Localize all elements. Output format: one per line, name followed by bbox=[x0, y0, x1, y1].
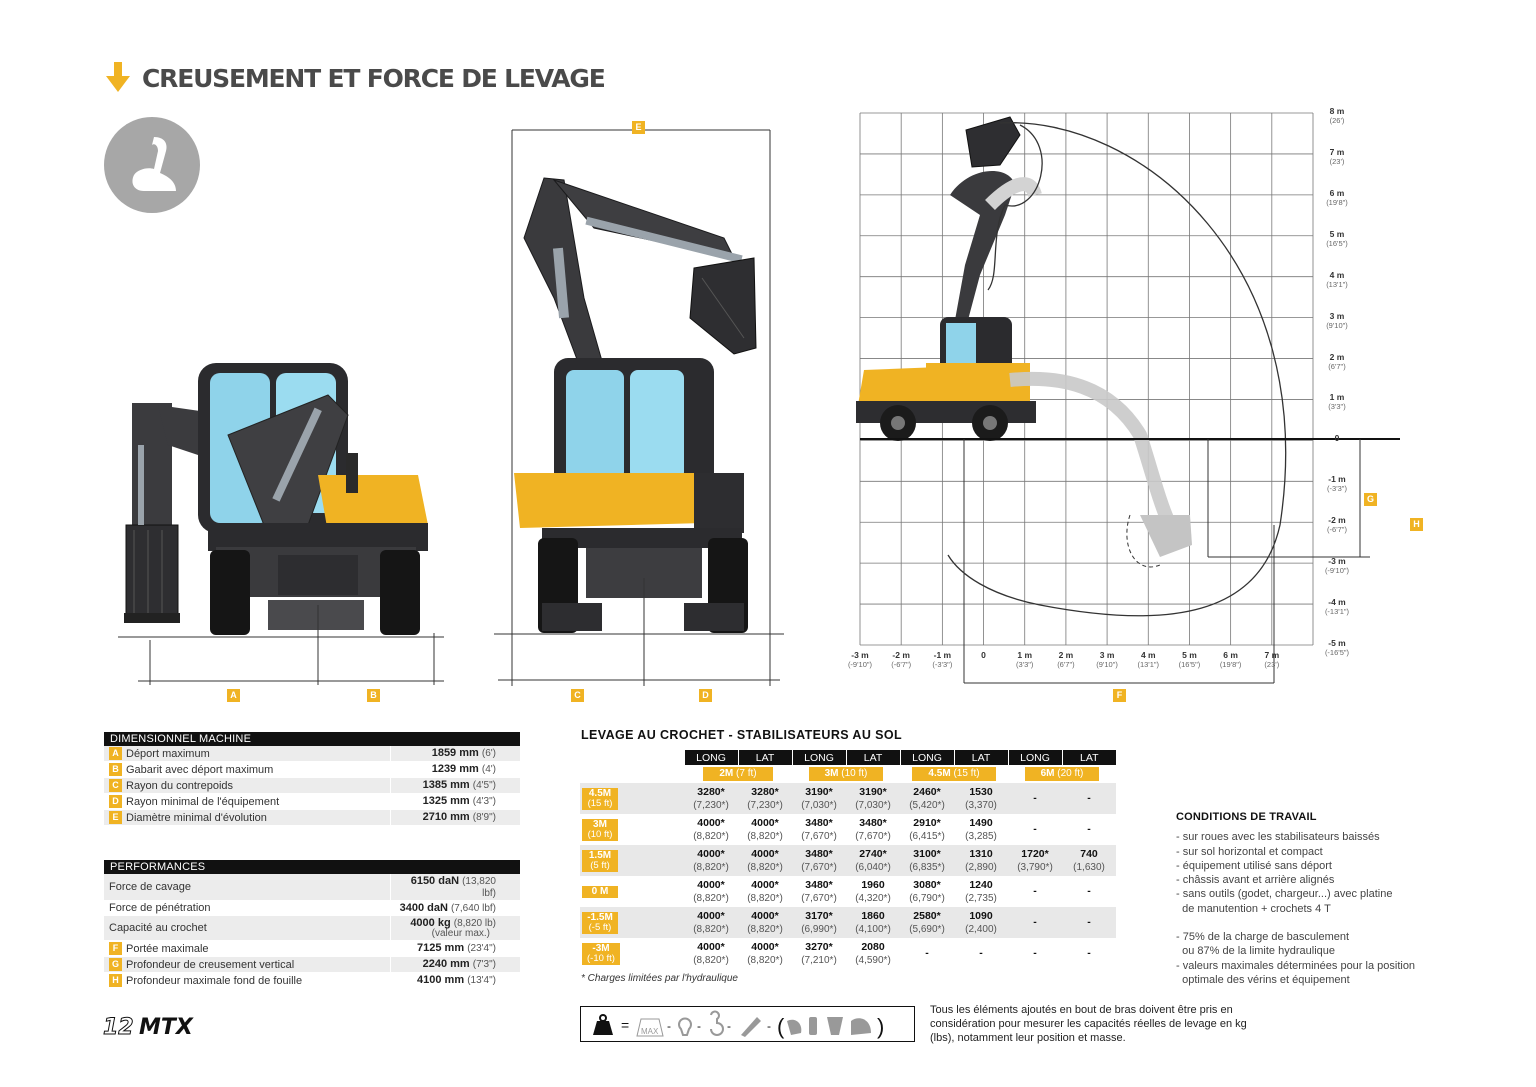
marker-f: F bbox=[1113, 689, 1126, 702]
lift-cell: - bbox=[1008, 876, 1062, 907]
condition-line: - 75% de la charge de basculement bbox=[1176, 931, 1350, 944]
svg-text:-: - bbox=[697, 1019, 701, 1033]
conditions-title: CONDITIONS DE TRAVAIL bbox=[1176, 811, 1317, 823]
dimensionnel-value: 1385 mm (4'5") bbox=[390, 778, 520, 793]
lift-distance: 3M (10 ft) bbox=[792, 765, 900, 783]
x-axis-label: 6 m (19'8") bbox=[1219, 650, 1242, 669]
performances-value: 4100 mm (13'4") bbox=[390, 973, 520, 988]
lift-cell: 4000* (8,820*) bbox=[738, 907, 792, 938]
lift-distance: 6M (20 ft) bbox=[1008, 765, 1116, 783]
lift-cell: 3270* (7,210*) bbox=[792, 938, 846, 969]
lift-cell: 3080* (6,790*) bbox=[900, 876, 954, 907]
y-axis-label: 8 m (26') bbox=[1329, 106, 1345, 125]
marker-a: A bbox=[227, 689, 240, 702]
x-axis-label: 0 bbox=[981, 650, 986, 660]
dimensionnel-row bbox=[104, 762, 520, 778]
lift-cell: - bbox=[1008, 814, 1062, 845]
marker-c: C bbox=[571, 689, 584, 702]
lift-cell: 4000* (8,820*) bbox=[684, 938, 738, 969]
lift-distance: 2M (7 ft) bbox=[684, 765, 792, 783]
performances-row bbox=[104, 916, 520, 941]
lift-cell: 2910* (6,415*) bbox=[900, 814, 954, 845]
condition-line: - châssis avant et arrière alignés bbox=[1176, 874, 1335, 887]
svg-text:-: - bbox=[667, 1019, 671, 1033]
lift-cell: - bbox=[1008, 907, 1062, 938]
lift-height: 0 M bbox=[580, 876, 684, 907]
marker-a: A bbox=[109, 747, 122, 760]
marker-d: D bbox=[699, 689, 712, 702]
conditions-block bbox=[1176, 810, 1476, 987]
lift-cell: - bbox=[1062, 783, 1116, 814]
y-axis-label: 7 m (23') bbox=[1329, 146, 1345, 166]
y-axis-label: 2 m (6'7") bbox=[1328, 351, 1346, 371]
marker-b: B bbox=[367, 689, 380, 702]
svg-text:MTX: MTX bbox=[139, 1015, 193, 1038]
lift-cell: - bbox=[900, 938, 954, 969]
lift-cell: 2460* (5,420*) bbox=[900, 783, 954, 814]
lift-cell: 3480* (7,670*) bbox=[792, 876, 846, 907]
lift-cell: 740 (1,630) bbox=[1062, 845, 1116, 876]
lift-height: 1.5M (5 ft) bbox=[580, 845, 684, 876]
lift-row bbox=[580, 845, 1116, 876]
performances-label: Capacité au crochet bbox=[104, 916, 390, 940]
lift-cell: 1240 (2,735) bbox=[954, 876, 1008, 907]
condition-line: - valeurs maximales déterminées pour la position bbox=[1176, 959, 1416, 972]
y-axis-label: 0 bbox=[1334, 433, 1340, 444]
x-axis-label: 5 m (16'5") bbox=[1178, 650, 1201, 669]
dimensionnel-label: A Déport maximum bbox=[104, 746, 390, 761]
performances-row bbox=[104, 973, 520, 989]
lift-height: 4.5M (15 ft) bbox=[580, 783, 684, 814]
svg-text:): ) bbox=[877, 1014, 885, 1039]
lift-col-header: LONG bbox=[792, 750, 846, 765]
marker-e: E bbox=[109, 811, 122, 824]
performances-value: 4000 kg (8,820 lb) (valeur max.) bbox=[390, 916, 520, 940]
weight-icon bbox=[593, 1015, 613, 1035]
lift-cell: 1860 (4,100*) bbox=[846, 907, 900, 938]
dimensionnel-label: B Gabarit avec déport maximum bbox=[104, 762, 390, 777]
y-axis-label: 5 m (16'5") bbox=[1326, 228, 1348, 248]
performances-label: G Profondeur de creusement vertical bbox=[104, 957, 390, 972]
y-axis-label: -1 m (-3'3") bbox=[1327, 474, 1347, 494]
lift-cell: 4000* (8,820*) bbox=[738, 845, 792, 876]
performances-row bbox=[104, 874, 520, 901]
lift-cell: - bbox=[1062, 938, 1116, 969]
svg-text:12: 12 bbox=[103, 1015, 134, 1038]
performances-label: H Profondeur maximale fond de fouille bbox=[104, 973, 390, 988]
lift-note: * Charges limitées par l'hydraulique bbox=[581, 973, 738, 984]
marker-f: F bbox=[109, 942, 122, 955]
y-axis-label: -5 m (-16'5") bbox=[1324, 638, 1350, 657]
x-axis-label: -2 m (-6'7") bbox=[891, 650, 912, 669]
x-axis-label: 3 m (9'10") bbox=[1096, 650, 1118, 669]
dimensionnel-table bbox=[104, 732, 520, 826]
condition-line: - sur sol horizontal et compact bbox=[1176, 845, 1323, 858]
lift-col-header: LAT bbox=[846, 750, 900, 765]
lift-cell: 1310 (2,890) bbox=[954, 845, 1008, 876]
lift-cell: 3280* (7,230*) bbox=[684, 783, 738, 814]
dimensionnel-label: E Diamètre minimal d'évolution bbox=[104, 810, 390, 825]
marker-h: H bbox=[1410, 518, 1423, 531]
lift-table-title: LEVAGE AU CROCHET - STABILISATEURS AU SOL bbox=[581, 728, 903, 742]
performances-table bbox=[104, 860, 520, 989]
page-title: CREUSEMENT ET FORCE DE LEVAGE bbox=[142, 63, 605, 93]
lift-row bbox=[580, 814, 1116, 845]
lift-cell: - bbox=[1062, 907, 1116, 938]
max-label: MAX bbox=[641, 1027, 659, 1036]
marker-g: G bbox=[1364, 493, 1377, 506]
lift-cell: - bbox=[1062, 876, 1116, 907]
lift-cell: 4000* (8,820*) bbox=[684, 845, 738, 876]
lift-row bbox=[580, 938, 1116, 969]
front-view-drawing bbox=[118, 355, 448, 700]
marker-h: H bbox=[109, 974, 122, 987]
condition-line: - équipement utilisé sans déport bbox=[1176, 859, 1332, 872]
lift-cell: 3480* (7,670*) bbox=[846, 814, 900, 845]
chevron-down-icon bbox=[104, 62, 132, 94]
marker-b: B bbox=[109, 763, 122, 776]
section-title bbox=[104, 62, 605, 94]
performances-value: 3400 daN (7,640 lbf) bbox=[390, 901, 520, 915]
dimensionnel-label: D Rayon minimal de l'équipement bbox=[104, 794, 390, 809]
performances-label: Force de cavage bbox=[104, 874, 390, 900]
marker-g: G bbox=[109, 958, 122, 971]
svg-text:-: - bbox=[767, 1019, 771, 1033]
lift-row bbox=[580, 876, 1116, 907]
condition-line: de manutention + crochets 4 T bbox=[1176, 902, 1331, 915]
dimensionnel-value: 2710 mm (8'9") bbox=[390, 810, 520, 825]
lift-col-header: LONG bbox=[1008, 750, 1062, 765]
marker-c: C bbox=[109, 779, 122, 792]
lift-row bbox=[580, 907, 1116, 938]
lift-cell: 1720* (3,790*) bbox=[1008, 845, 1062, 876]
performances-label: Force de pénétration bbox=[104, 901, 390, 915]
x-axis-label: 1 m (3'3") bbox=[1016, 650, 1034, 669]
lift-cell: - bbox=[1008, 938, 1062, 969]
x-axis-label: 4 m (13'1") bbox=[1137, 650, 1160, 669]
performances-row bbox=[104, 901, 520, 916]
lift-col-header: LAT bbox=[1062, 750, 1116, 765]
lift-cell: 3280* (7,230*) bbox=[738, 783, 792, 814]
lift-cell: 3100* (6,835*) bbox=[900, 845, 954, 876]
y-axis-label: 1 m (3'3") bbox=[1328, 392, 1346, 412]
svg-text:(: ( bbox=[777, 1014, 785, 1039]
dimensionnel-value: 1859 mm (6') bbox=[390, 746, 520, 761]
performances-row bbox=[104, 957, 520, 973]
lift-height: -1.5M (-5 ft) bbox=[580, 907, 684, 938]
performances-value: 2240 mm (7'3") bbox=[390, 957, 520, 972]
y-axis-label: 6 m (19'8") bbox=[1326, 187, 1348, 207]
lift-cell: 4000* (8,820*) bbox=[738, 938, 792, 969]
lift-cell: 3170* (6,990*) bbox=[792, 907, 846, 938]
dimensionnel-row bbox=[104, 778, 520, 794]
lift-table bbox=[580, 750, 1116, 969]
performances-header: PERFORMANCES bbox=[104, 860, 520, 874]
lift-cell: 3190* (7,030*) bbox=[792, 783, 846, 814]
lift-height: 3M (10 ft) bbox=[580, 814, 684, 845]
x-axis-label: 2 m (6'7") bbox=[1057, 650, 1075, 669]
marker-d: D bbox=[109, 795, 122, 808]
marker-e: E bbox=[632, 121, 645, 134]
lift-col-header: LAT bbox=[954, 750, 1008, 765]
dimensionnel-row bbox=[104, 810, 520, 826]
lift-cell: 4000* (8,820*) bbox=[684, 814, 738, 845]
dimensionnel-header: DIMENSIONNEL MACHINE bbox=[104, 732, 520, 746]
svg-text:=: = bbox=[621, 1017, 630, 1033]
lift-cell: - bbox=[1062, 814, 1116, 845]
bucket-icon bbox=[104, 117, 200, 213]
x-axis-label: -1 m (-3'3") bbox=[932, 650, 953, 669]
performances-value: 7125 mm (23'4") bbox=[390, 941, 520, 956]
condition-line: - sans outils (godet, chargeur...) avec platine bbox=[1176, 888, 1393, 901]
lift-cell: - bbox=[1008, 783, 1062, 814]
y-axis-label: 3 m (9'10") bbox=[1326, 310, 1348, 330]
lift-cell: 1960 (4,320*) bbox=[846, 876, 900, 907]
performances-value: 6150 daN (13,820 lbf) bbox=[390, 874, 520, 900]
lift-cell: 4000* (8,820*) bbox=[684, 876, 738, 907]
svg-text:-: - bbox=[727, 1019, 731, 1033]
y-axis-label: -4 m (-13'1") bbox=[1324, 597, 1350, 617]
dimensionnel-row bbox=[104, 746, 520, 762]
lift-distance: 4.5M (15 ft) bbox=[900, 765, 1008, 783]
condition-line bbox=[1176, 916, 1476, 930]
legend-box bbox=[580, 1006, 915, 1042]
y-axis-label: -2 m (-6'7") bbox=[1327, 515, 1347, 535]
brand-logo bbox=[103, 1014, 221, 1043]
lift-cell: 4000* (8,820*) bbox=[684, 907, 738, 938]
y-axis-label: 4 m (13'1") bbox=[1326, 269, 1348, 289]
dimensionnel-value: 1325 mm (4'3") bbox=[390, 794, 520, 809]
lift-cell: 4000* (8,820*) bbox=[738, 876, 792, 907]
lift-cell: - bbox=[954, 938, 1008, 969]
lift-cell: 2080 (4,590*) bbox=[846, 938, 900, 969]
x-axis-label: -3 m (-9'10") bbox=[847, 650, 873, 669]
lift-col-header: LONG bbox=[684, 750, 738, 765]
condition-line: ou 87% de la limite hydraulique bbox=[1176, 945, 1335, 958]
rear-view-drawing bbox=[494, 118, 784, 690]
lift-cell: 4000* (8,820*) bbox=[738, 814, 792, 845]
lift-cell: 1490 (3,285) bbox=[954, 814, 1008, 845]
lift-cell: 1530 (3,370) bbox=[954, 783, 1008, 814]
performances-label: F Portée maximale bbox=[104, 941, 390, 956]
lift-col-header: LONG bbox=[900, 750, 954, 765]
lift-cell: 2740* (6,040*) bbox=[846, 845, 900, 876]
y-axis-label: -3 m (-9'10") bbox=[1324, 556, 1350, 576]
performances-row bbox=[104, 941, 520, 957]
dimensionnel-value: 1239 mm (4') bbox=[390, 762, 520, 777]
legend-text: Tous les éléments ajoutés en bout de bras doivent être pris en considération pour mesurer les capacités réelles de levage en kg (lbs), notamment leur position et masse. bbox=[930, 1004, 1247, 1044]
dimensionnel-row bbox=[104, 794, 520, 810]
lift-cell: 1090 (2,400) bbox=[954, 907, 1008, 938]
lift-cell: 3480* (7,670*) bbox=[792, 814, 846, 845]
dimensionnel-label: C Rayon du contrepoids bbox=[104, 778, 390, 793]
side-view-machine bbox=[856, 117, 1192, 557]
lift-row bbox=[580, 783, 1116, 814]
reach-diagram bbox=[840, 105, 1400, 705]
x-axis-label: 7 m (23') bbox=[1264, 650, 1280, 669]
condition-line: - sur roues avec les stabilisateurs baissés bbox=[1176, 831, 1380, 844]
lift-cell: 3480* (7,670*) bbox=[792, 845, 846, 876]
lift-col-header: LAT bbox=[738, 750, 792, 765]
lift-height: -3M (-10 ft) bbox=[580, 938, 684, 969]
lift-cell: 3190* (7,030*) bbox=[846, 783, 900, 814]
lift-cell: 2580* (5,690*) bbox=[900, 907, 954, 938]
condition-line: optimale des vérins et équipement bbox=[1176, 973, 1350, 986]
